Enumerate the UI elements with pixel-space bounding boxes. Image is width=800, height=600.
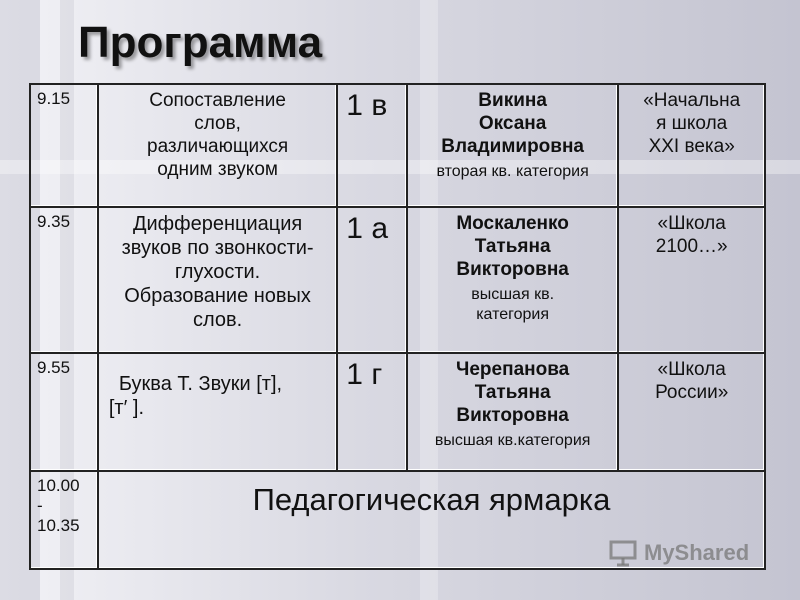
topic-line: глухости. [174,261,261,283]
program-line: 2100…» [655,236,728,257]
topic-cell [98,84,337,207]
table-row [30,353,765,471]
teacher-name-line: Черепанова [456,359,570,380]
program-line: «Школа [657,359,726,380]
watermark [608,538,749,568]
event-cell: Педагогическая ярмарка [98,471,765,569]
topic-line: различающихся [147,136,289,157]
table-row [30,84,765,207]
topic-cell [98,353,337,471]
teacher-name-line: Москаленко [456,213,569,234]
program-line: XXI века» [648,136,735,157]
teacher-category: высшая кв.категория [434,432,591,449]
teacher-cell [407,84,618,207]
topic-line: Сопоставление [149,90,286,111]
time-line: 10.00 [37,476,80,495]
teacher-name-line: Викторовна [456,405,569,426]
teacher-name-line: Владимировна [441,136,585,157]
program-line: России» [655,382,729,403]
program-line: я школа [656,113,728,134]
teacher-name-line: Татьяна [474,236,551,257]
schedule-table [29,83,766,570]
time-cell: 9.35 [30,207,98,353]
class-cell: 1 г [337,353,407,471]
teacher-category-line: категория [476,306,550,323]
topic-line: Образование новых [124,285,311,307]
page-title: Программа [78,18,323,67]
teacher-name-line: Оксана [478,113,547,134]
program-cell [618,353,765,471]
time-cell: 9.15 [30,84,98,207]
presentation-icon [608,538,638,568]
topic-line: слов, [194,113,241,134]
topic-line: [т′ ]. [108,397,145,419]
teacher-category-line: высшая кв. [471,286,555,303]
program-cell [618,84,765,207]
teacher-cell [407,353,618,471]
time-line: 10.35 [37,516,80,535]
program-line: «Школа [657,213,726,234]
teacher-cell [407,207,618,353]
topic-line: звуков по звонкости- [121,237,314,259]
table-row [30,207,765,353]
topic-line: слов. [192,309,243,331]
watermark-text: MyShared [644,540,750,565]
topic-line: Дифференциация [132,213,303,235]
topic-line: Буква Т. Звуки [т], [118,373,283,395]
teacher-name-line: Викторовна [456,259,569,280]
topic-line: одним звуком [157,159,278,180]
class-cell: 1 в [337,84,407,207]
time-cell: 9.55 [30,353,98,471]
program-line: «Начальна [643,90,741,111]
topic-cell [98,207,337,353]
teacher-name-line: Татьяна [474,382,551,403]
time-cell [30,471,98,569]
program-cell [618,207,765,353]
teacher-category: вторая кв. категория [436,163,589,180]
teacher-name-line: Викина [478,90,547,111]
time-line: - [37,496,43,515]
teacher-category [414,285,611,325]
class-cell: 1 а [337,207,407,353]
